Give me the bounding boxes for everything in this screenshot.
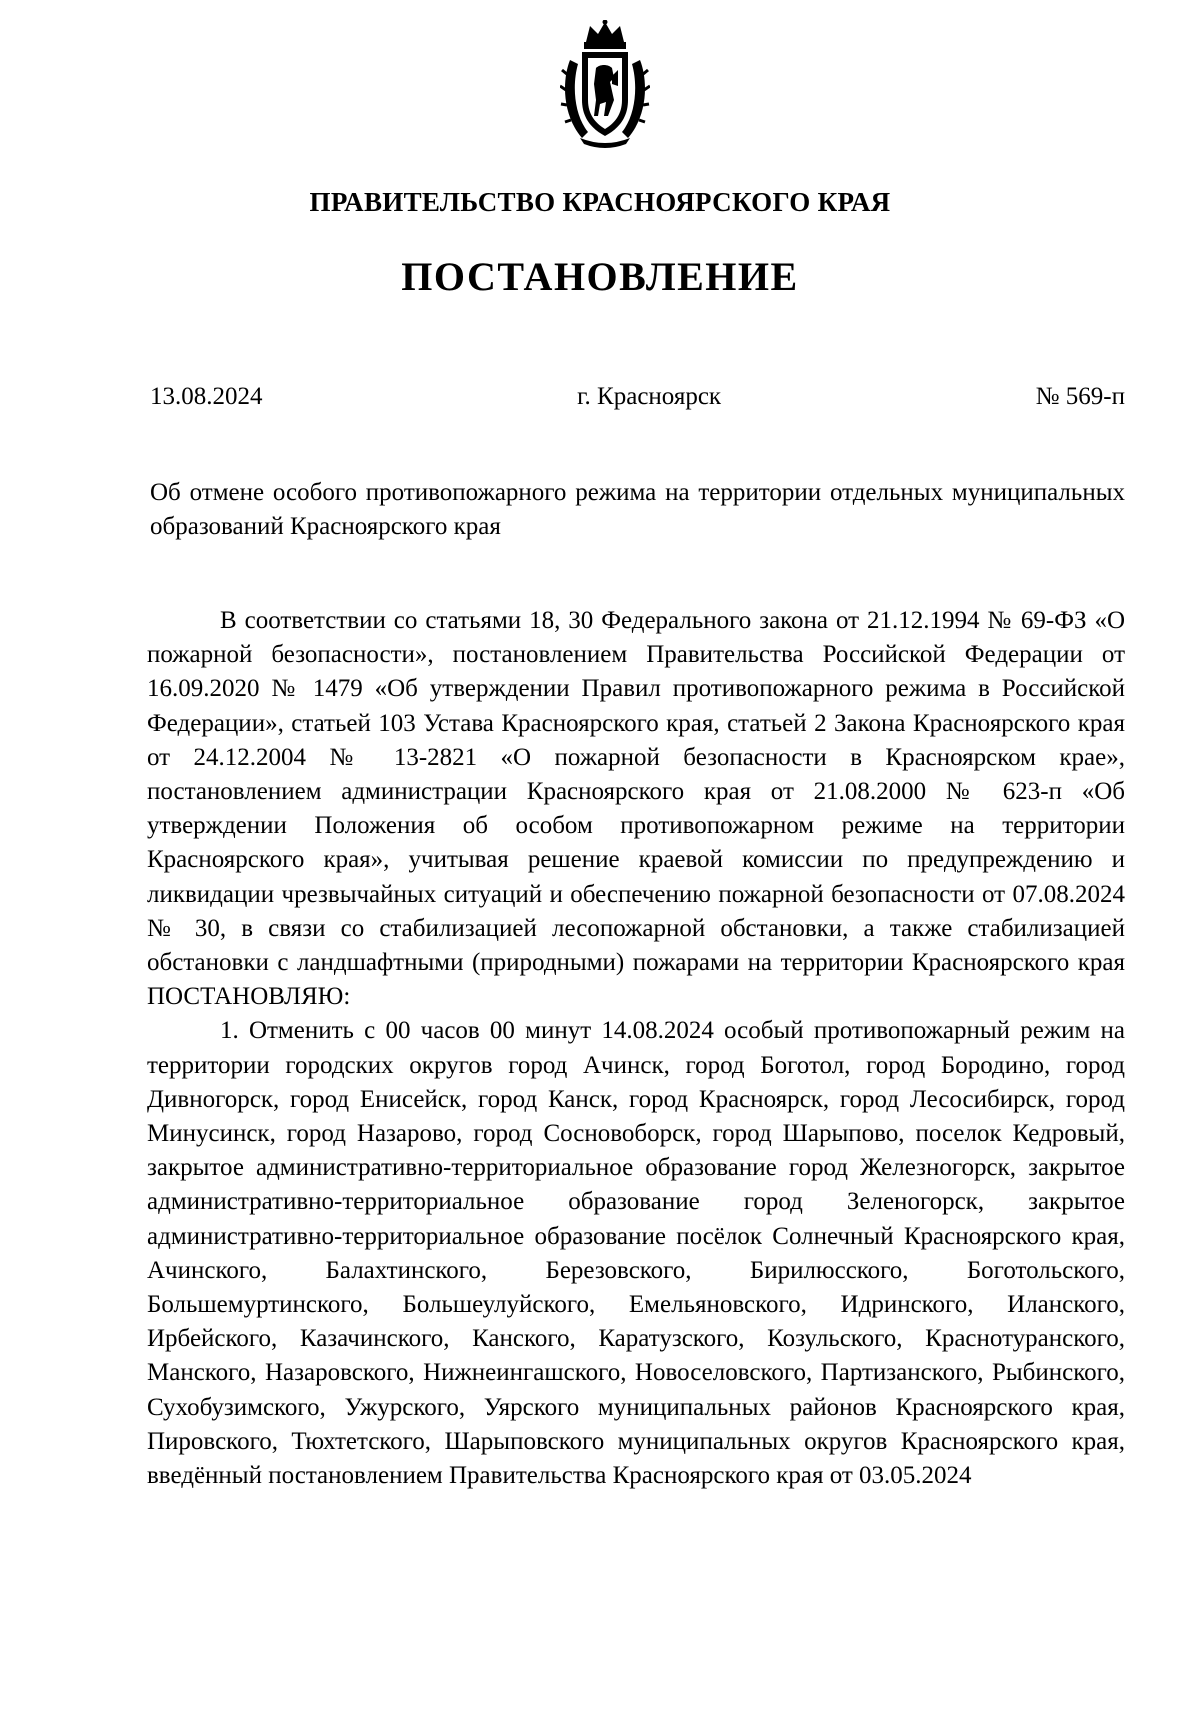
- document-body: [147, 604, 1125, 1493]
- document-city: г. Красноярск: [577, 383, 722, 410]
- item-1-paragraph: 1. Отменить с 00 часов 00 минут 14.08.2024 особый противопожарный режим на территории городских округов город Ачинск, город Боготол, город Бородино, город Дивногорск, город Енисейск, город Канск, город Красноярск, город Лесосибирск, город Минусинск, город Назарово, город Сосновоборск, город Шарыпово, поселок Кедровый, закрытое административно-территориальное образование город Железногорск, закрытое административно-территориальное образование город Зеленогорск, закрытое административно-территориальное образование посёлок Солнечный Красноярского края, Ачинского, Балахтинского, Березовского, Бирилюсского, Боготольского, Большемуртинского, Большеулуйского, Емельяновского, Идринского, Иланского, Ирбейского, Казачинского, Канского, Каратузского, Козульского, Краснотуранского, Манского, Назаровского, Нижнеингашского, Новоселовского, Партизанского, Рыбинского, Сухобузимского, Ужурского, Уярского муниципальных районов Красноярского края, Пировского, Тюхтетского, Шарыповского муниципальных округов Красноярского края, введённый постановлением Правительства Красноярского края от 03.05.2024: [147, 1017, 1125, 1490]
- document-type-title: ПОСТАНОВЛЕНИЕ: [401, 254, 799, 299]
- document-number: № 569-п: [1035, 383, 1125, 410]
- preamble-paragraph: В соответствии со статьями 18, 30 Федерального закона от 21.12.1994 № 69-ФЗ «О пожарной безопасности», постановлением Правительства Российской Федерации от 16.09.2020 № 1479 «Об утверждении Правил противопожарного режима в Российской Федерации», статьей 103 Устава Красноярского края, статьей 2 Закона Красноярского края от 24.12.2004 № 13-2821 «О пожарной безопасности в Красноярском крае», постановлением администрации Красноярского края от 21.08.2000 № 623-п «Об утверждении Положения об особом противопожарном режиме на территории Красноярского края», учитывая решение краевой комиссии по предупреждению и ликвидации чрезвычайных ситуаций и обеспечению пожарной безопасности от 07.08.2024 № 30, в связи со стабилизацией лесопожарной обстановки, а также стабилизацией обстановки с ландшафтными (природными) пожарами на территории Красноярского края ПОСТАНОВЛЯЮ:: [147, 607, 1125, 1011]
- government-name: ПРАВИТЕЛЬСТВО КРАСНОЯРСКОГО КРАЯ: [309, 187, 891, 217]
- document-subject: Об отмене особого противопожарного режима на территории отдельных муниципальных образований Красноярского края: [150, 479, 1125, 540]
- krasnoyarsk-coat-of-arms-icon: [560, 20, 650, 150]
- document-date: 13.08.2024: [150, 383, 263, 410]
- document-meta-row: [150, 383, 1125, 411]
